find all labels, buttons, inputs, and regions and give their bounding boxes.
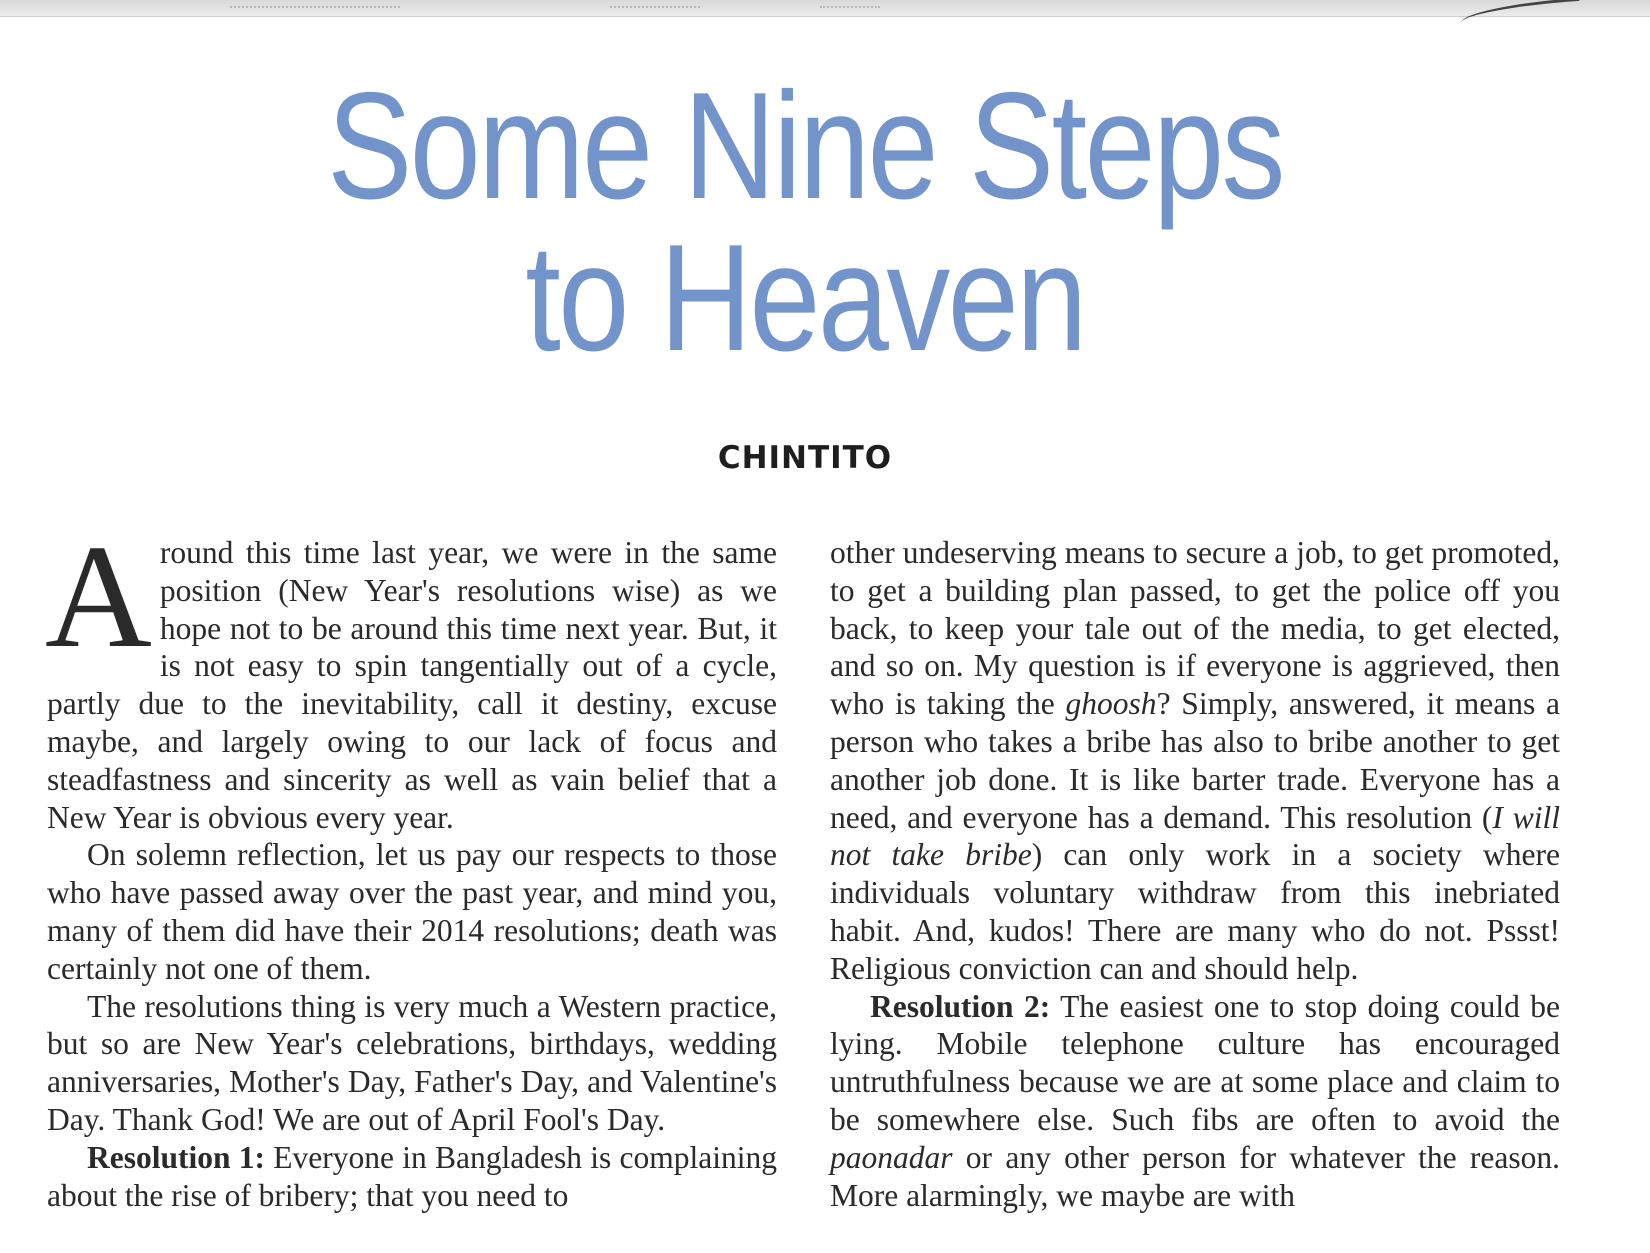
page-edge-strip bbox=[0, 0, 1650, 17]
paragraph-bribery-continued bbox=[830, 534, 1560, 988]
headline-line-1: Some Nine Steps bbox=[327, 61, 1283, 231]
term-paonadar: paonadar bbox=[830, 1139, 953, 1175]
paragraph-western-practice: The resolutions thing is very much a Western practice, but so are New Year's celebrations, birthdays, wedding anniversaries, Mother's Day, Father's Day, and Valentine's Day. Thank God! We are out of April Fool's Day. bbox=[47, 988, 777, 1137]
resolution-1-text: Everyone in Bangladesh is complaining about the rise of bribery; that you need to bbox=[47, 1139, 777, 1213]
paragraph-intro bbox=[45, 515, 777, 836]
resolution-2-label: Resolution 2: bbox=[870, 988, 1051, 1024]
paragraph-resolution-1 bbox=[47, 1139, 777, 1215]
resolution-2-text-b: or any other person for whatever the reason. More alarmingly, we maybe are with bbox=[830, 1139, 1560, 1213]
page-curl bbox=[1460, 0, 1581, 23]
article-headline bbox=[129, 61, 1481, 383]
term-ghoosh: ghoosh bbox=[1065, 686, 1157, 722]
author-byline: CHINTITO bbox=[717, 440, 893, 476]
bribery-text-c: ) can only work in a society where individuals voluntary withdraw from this inebriated habit. And, kudos! There are many who do not. Pssst! Religious conviction can and should help. bbox=[830, 837, 1560, 986]
right-column bbox=[830, 534, 1560, 1214]
bribery-text-b: ? Simply, answered, it means a person who takes a bribe has also to bribe another to get another job done. It is like barter trade. Everyone has a need, and everyone has a demand. This resolution ( bbox=[830, 686, 1560, 835]
bribery-text-a: other undeserving means to secure a job, to get promoted, to get a building plan passed, to get the police off you back, to keep your tale out of the media, to get elected, and so on. My question is if everyone is aggrieved, then who is taking the bbox=[830, 535, 1560, 722]
paragraph-reflection: On solemn reflection, let us pay our respects to those who have passed away over the past year, and mind you, many of them did have their 2014 resolutions; death was certainly not one of them. bbox=[47, 837, 777, 986]
resolution-1-label: Resolution 1: bbox=[87, 1139, 266, 1175]
quote-resolution: I will not take bribe bbox=[830, 799, 1560, 873]
left-column bbox=[45, 515, 777, 1214]
paragraph-resolution-2 bbox=[830, 988, 1560, 1215]
resolution-2-text-a: The easiest one to stop doing could be lying. Mobile telephone culture has encouraged untruthfulness because we are at some place and claim to be somewhere else. Such fibs are often to avoid the bbox=[830, 988, 1561, 1137]
intro-text: round this time last year, we were in the same position (New Year's resolutions wise) as we hope not to be around this time next year. But, it is not easy to spin tangentially out of a cycle, partly due to the inevitability, call it destiny, excuse maybe, and largely owing to our lack of focus and steadfastness and sincerity as well as vain belief that a New Year is obvious every year. bbox=[47, 535, 777, 835]
headline-line-2: to Heaven bbox=[525, 213, 1085, 383]
drop-cap: A bbox=[45, 515, 152, 679]
